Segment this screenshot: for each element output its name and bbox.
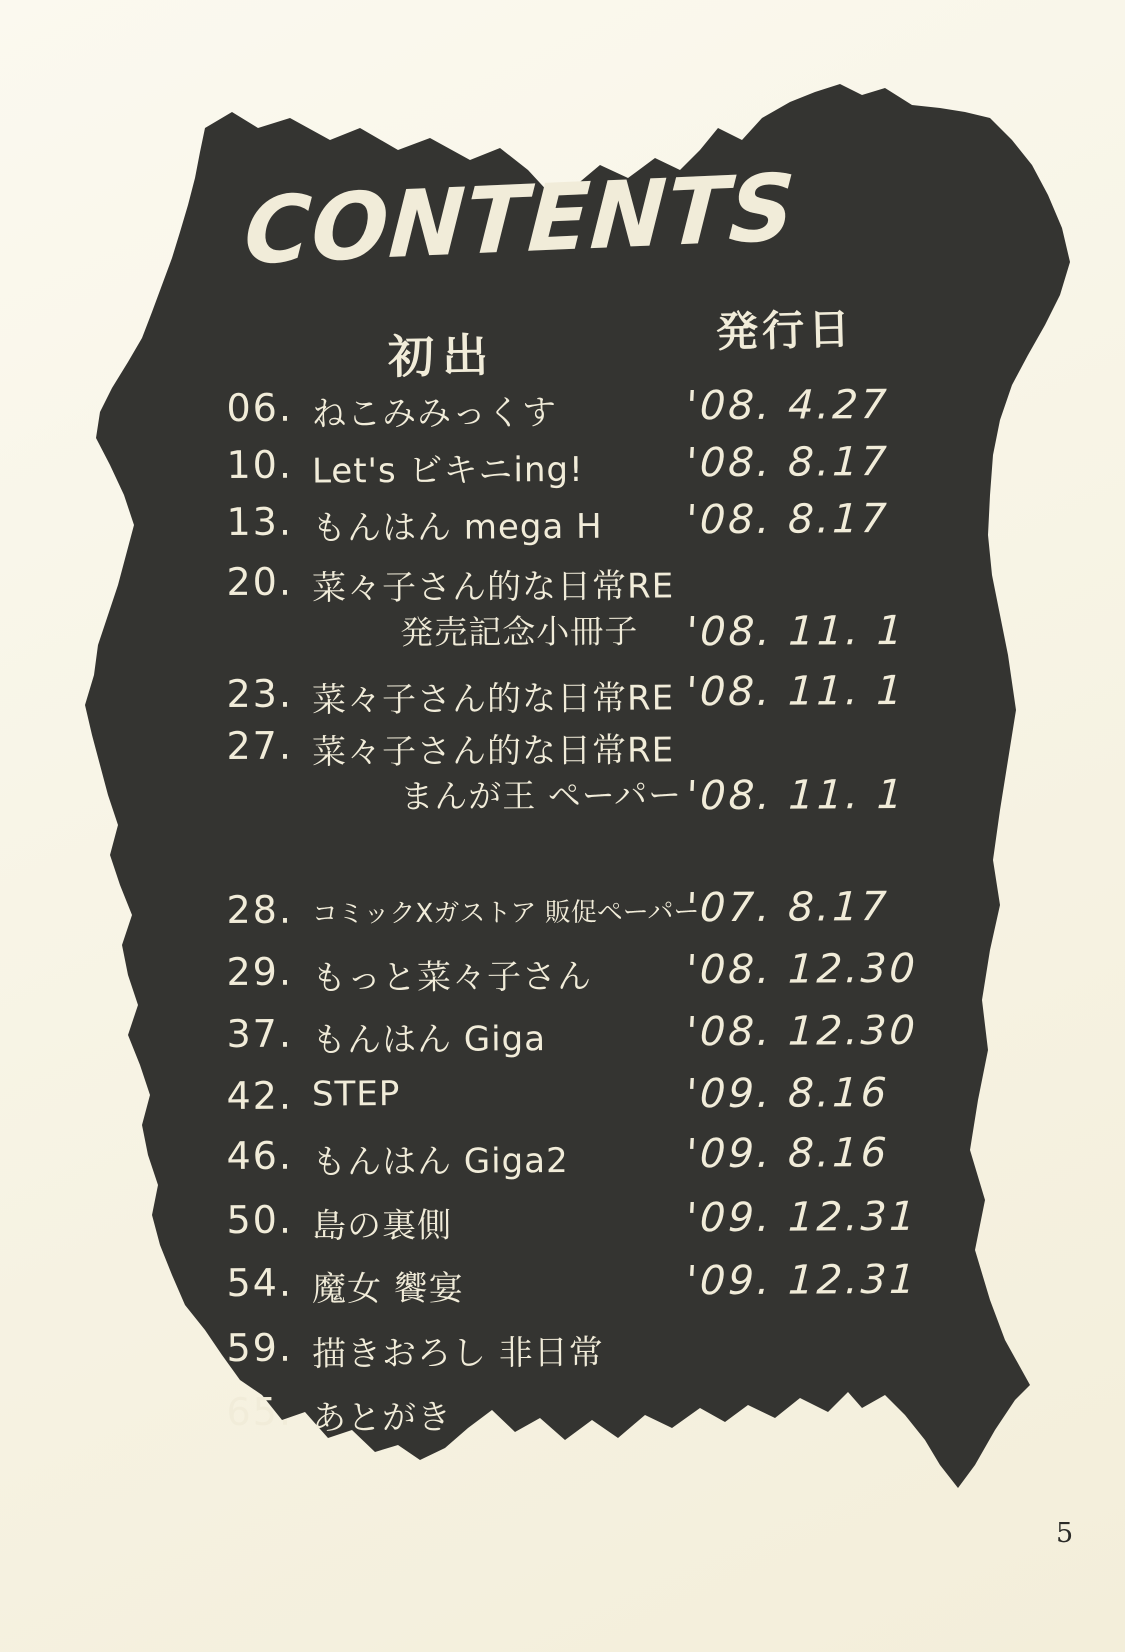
entry-title: Let's ビキニing! bbox=[311, 449, 584, 492]
toc-row-59 bbox=[0, 1321, 1125, 1386]
entry-date: '08. 12.30 bbox=[684, 1007, 919, 1056]
entry-number: 27. bbox=[226, 723, 294, 769]
entry-date: '08. 8.17 bbox=[684, 438, 891, 487]
entry-date: '09. 12.31 bbox=[684, 1193, 919, 1242]
entry-date: '09. 12.31 bbox=[684, 1256, 919, 1305]
entry-title: 菜々子さん的な日常RE bbox=[311, 678, 675, 721]
entry-number: 29. bbox=[226, 949, 294, 995]
entry-number: 20. bbox=[226, 559, 294, 605]
toc-row-06 bbox=[0, 381, 1125, 446]
entry-number: 06. bbox=[226, 385, 294, 431]
entry-title: 描きおろし 非日常 bbox=[311, 1332, 604, 1375]
entry-title: 菜々子さん的な日常RE bbox=[311, 566, 675, 609]
entry-title: もんはん Giga2 bbox=[311, 1140, 569, 1183]
entry-date: '08. 11. 1 bbox=[685, 771, 907, 820]
entry-number: 23. bbox=[226, 671, 294, 717]
entry-subtitle: 発売記念小冊子 bbox=[400, 611, 639, 652]
entry-number: 54. bbox=[226, 1260, 294, 1306]
entry-title: コミックXガストア 販促ペーパー bbox=[311, 897, 700, 930]
entry-title: もんはん mega H bbox=[311, 506, 603, 549]
toc-row-10 bbox=[0, 438, 1125, 503]
toc-row-65 bbox=[0, 1385, 1125, 1450]
column-header-publication-date: 発行日 bbox=[715, 304, 855, 357]
entry-number: 42. bbox=[226, 1073, 294, 1119]
entry-title: あとがき bbox=[311, 1397, 453, 1439]
entry-number: 28. bbox=[226, 887, 294, 933]
entry-number: 46. bbox=[226, 1133, 294, 1179]
toc-row-28 bbox=[0, 883, 1125, 948]
toc-row-20 bbox=[0, 555, 1125, 656]
entry-date: '08. 12.30 bbox=[684, 945, 919, 994]
column-header-first-appearance: 初出 bbox=[387, 328, 497, 384]
entry-title: 島の裏側 bbox=[311, 1205, 453, 1247]
toc-row-13 bbox=[0, 495, 1125, 560]
entry-number: 10. bbox=[226, 442, 294, 488]
entry-number: 50. bbox=[226, 1197, 294, 1243]
toc-row-37 bbox=[0, 1007, 1125, 1072]
toc-row-29 bbox=[0, 945, 1125, 1010]
entry-title: もっと菜々子さん bbox=[311, 956, 593, 999]
entry-date: '07. 8.17 bbox=[684, 883, 891, 932]
entry-date: '09. 8.16 bbox=[684, 1069, 891, 1118]
page-title: CONTENTS bbox=[241, 153, 799, 286]
entry-title: ねこみみっくす bbox=[311, 393, 558, 435]
toc-row-42 bbox=[0, 1069, 1125, 1134]
entry-number: 65. bbox=[226, 1389, 294, 1435]
entry-date: '08. 8.17 bbox=[684, 495, 891, 544]
entry-title: もんはん Giga bbox=[311, 1019, 547, 1061]
entry-date: '08. 4.27 bbox=[684, 381, 891, 430]
toc-row-27 bbox=[0, 719, 1125, 820]
toc-row-46 bbox=[0, 1129, 1125, 1194]
entry-number: 13. bbox=[226, 499, 294, 545]
page-number: 5 bbox=[1056, 1518, 1074, 1549]
entry-number: 59. bbox=[226, 1325, 294, 1371]
entry-date: '09. 8.16 bbox=[684, 1129, 891, 1178]
entry-date: '08. 11. 1 bbox=[684, 667, 907, 716]
entry-number: 37. bbox=[226, 1011, 294, 1057]
toc-row-54 bbox=[0, 1256, 1125, 1321]
entry-title: STEP bbox=[311, 1073, 401, 1115]
toc-row-50 bbox=[0, 1193, 1125, 1258]
entry-subtitle: まんが王 ペーパー bbox=[400, 775, 683, 816]
entry-date: '08. 11. 1 bbox=[685, 607, 907, 656]
entry-title: 魔女 饗宴 bbox=[311, 1268, 464, 1310]
entry-title: 菜々子さん的な日常RE bbox=[311, 730, 675, 773]
